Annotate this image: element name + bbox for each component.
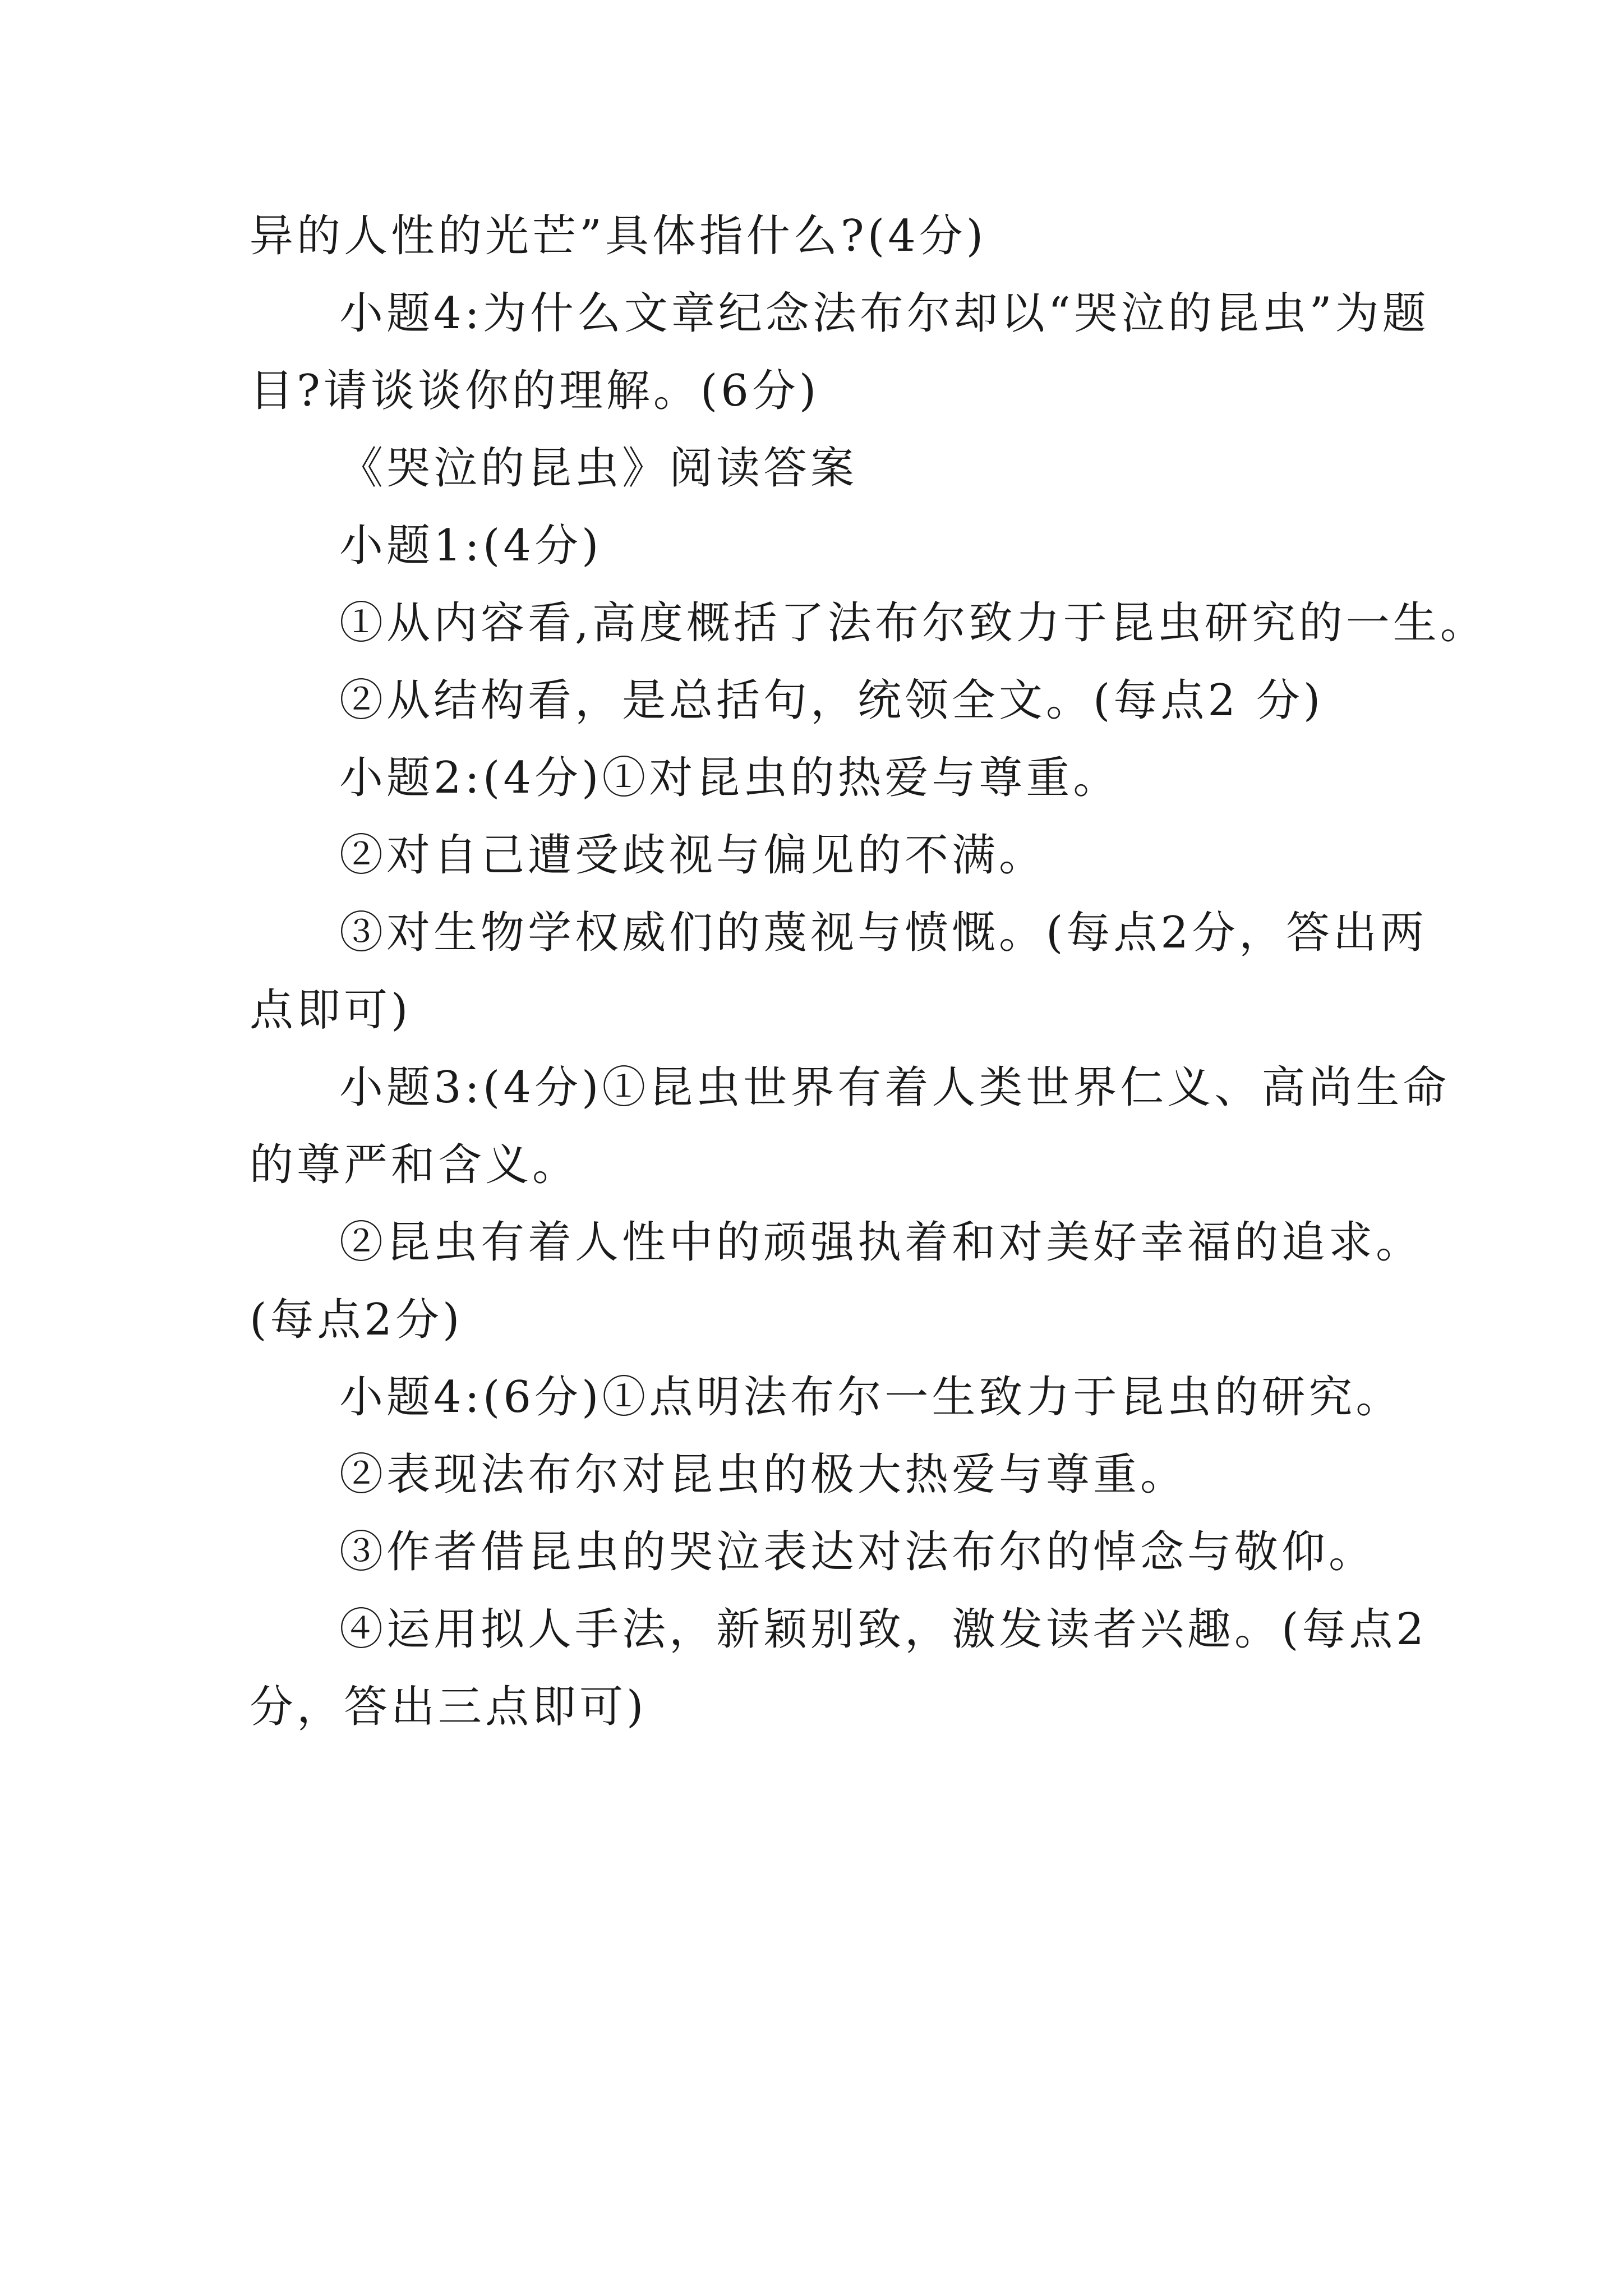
text-line: 分，答出三点即可)	[250, 1682, 647, 1732]
text-line: (每点2分)	[250, 1295, 463, 1345]
text-line: 点即可)	[250, 985, 412, 1036]
answer-4-point-4: ④运用拟人手法，新颖别致，激发读者兴趣。(每点2	[339, 1604, 1428, 1655]
answer-3-point-2: ②昆虫有着人性中的顽强执着和对美好幸福的追求。	[339, 1217, 1423, 1268]
text-line: 目?请谈谈你的理解。(6分)	[250, 366, 820, 416]
document-body	[250, 197, 1487, 1746]
text-line: 异的人性的光芒”具体指什么?(4分)	[250, 211, 987, 261]
answer-1-point-1: ①从内容看,高度概括了法布尔致力于昆虫研究的一生。	[339, 598, 1487, 648]
answer-2-point-2: ②对自己遭受歧视与偏见的不满。	[339, 830, 1046, 881]
answer-2-point-3: ③对生物学权威们的蔑视与愤慨。(每点2分，答出两	[339, 908, 1428, 958]
answer-1-point-2: ②从结构看，是总括句，统领全文。(每点2 分)	[339, 675, 1324, 726]
answer-2: 小题2:(4分)①对昆虫的热爱与尊重。	[339, 753, 1121, 803]
answer-1-label: 小题1:(4分)	[339, 521, 602, 571]
answer-3: 小题3:(4分)①昆虫世界有着人类世界仁义、高尚生命	[339, 1062, 1450, 1113]
text-line: 的尊严和含义。	[250, 1140, 580, 1190]
answer-4-point-2: ②表现法布尔对昆虫的极大热爱与尊重。	[339, 1450, 1188, 1500]
question-4: 小题4:为什么文章纪念法布尔却以“哭泣的昆虫”为题	[339, 288, 1430, 339]
answer-4: 小题4:(6分)①点明法布尔一生致力于昆虫的研究。	[339, 1372, 1403, 1423]
answer-heading: 《哭泣的昆虫》阅读答案	[339, 443, 858, 494]
answer-4-point-3: ③作者借昆虫的哭泣表达对法布尔的悼念与敬仰。	[339, 1527, 1376, 1577]
